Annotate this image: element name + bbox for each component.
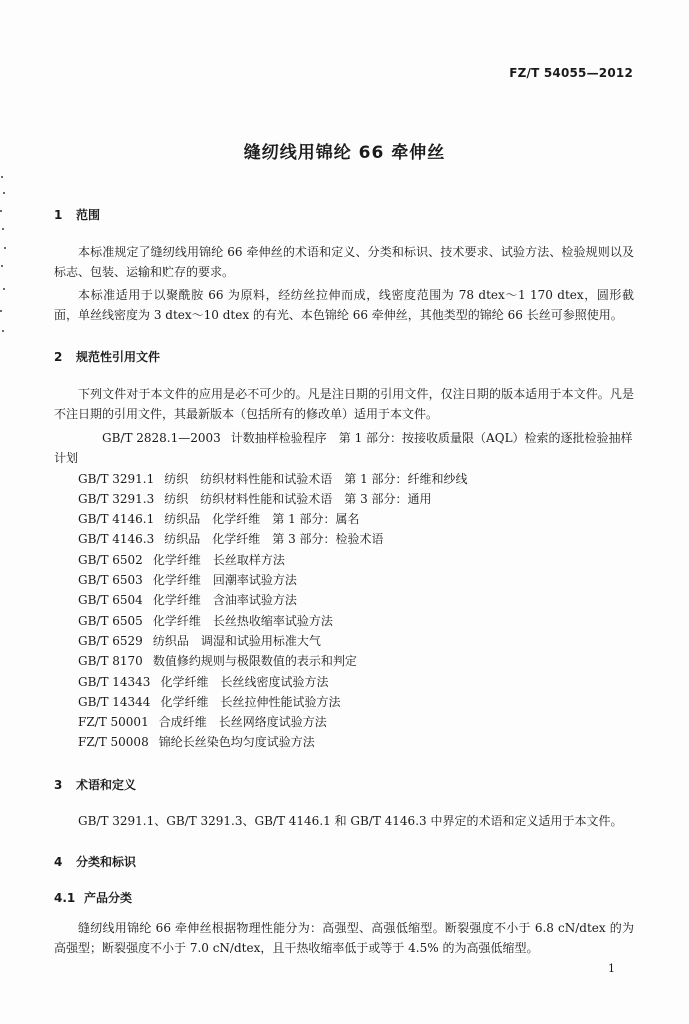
reference-title: 计数抽样检验程序 第 1 部分：按接收质量限（AQL）检索的逐批检验抽样计划 [54, 431, 633, 466]
reference-item [54, 428, 634, 469]
reference-code: GB/T 6502 [78, 552, 143, 567]
section-1-paragraph-2: 本标准适用于以聚酰胺 66 为原料，经纺丝拉伸而成，线密度范围为 78 dtex～1 170 dtex，圆形截面，单丝线密度为 3 dtex～10 dtex 的有光、本色锦纶 66 牵伸丝，其他类型的锦纶 66 长丝可参照使用。 [54, 288, 634, 322]
reference-item [54, 509, 634, 529]
reference-title: 化学纤维 长丝取样方法 [152, 552, 285, 567]
reference-item [54, 529, 634, 549]
reference-item [54, 631, 634, 651]
reference-code: GB/T 4146.1 [78, 512, 155, 527]
page-number: 1 [608, 962, 615, 975]
reference-item [54, 611, 634, 631]
reference-title: 纺织品 化学纤维 第 3 部分：检验术语 [164, 532, 384, 547]
reference-code: GB/T 3291.3 [78, 491, 155, 506]
reference-title: 化学纤维 长丝拉伸性能试验方法 [160, 694, 341, 709]
section-title: 规范性引用文件 [76, 350, 161, 364]
reference-title: 合成纤维 长丝网络度试验方法 [158, 715, 327, 730]
reference-title: 纺织品 调湿和试验用标准大气 [152, 633, 321, 648]
section-title: 分类和标识 [76, 855, 137, 869]
reference-code: GB/T 14344 [78, 694, 151, 709]
section-1-heading [54, 206, 100, 223]
reference-title: 纺织品 化学纤维 第 1 部分：属名 [164, 512, 360, 527]
reference-code: FZ/T 50008 [78, 735, 149, 750]
subsection-number: 4.1 [54, 891, 76, 905]
subsection-4-1-heading [54, 889, 132, 906]
section-1-paragraph-1: 本标准规定了缝纫线用锦纶 66 牵伸丝的术语和定义、分类和标识、技术要求、试验方法、检验规则以及标志、包装、运输和贮存的要求。 [54, 245, 634, 279]
section-title: 术语和定义 [76, 778, 137, 792]
subsection-4-1-paragraph-1: 缝纫线用锦纶 66 牵伸丝根据物理性能分为：高强型、高强低缩型。断裂强度不小于 6.8 cN/dtex 的为高强型；断裂强度不小于 7.0 cN/dtex，且干热收缩率低于或等于 4.5% 的为高强低缩型。 [54, 921, 634, 955]
reference-item [54, 712, 634, 732]
standard-code: FZ/T 54055—2012 [509, 66, 633, 80]
reference-item [54, 570, 634, 590]
reference-code: GB/T 6505 [78, 613, 143, 628]
section-4-heading [54, 853, 136, 870]
section-number: 1 [54, 208, 63, 222]
section-3-paragraph-1: GB/T 3291.1、GB/T 3291.3、GB/T 4146.1 和 GB/T 4146.3 中界定的术语和定义适用于本文件。 [78, 814, 623, 828]
reference-code: GB/T 6529 [78, 633, 143, 648]
section-title: 范围 [76, 208, 101, 222]
reference-title: 数值修约规则与极限数值的表示和判定 [152, 654, 357, 669]
reference-title: 化学纤维 回潮率试验方法 [152, 573, 297, 588]
reference-item [54, 692, 634, 712]
reference-title: 锦纶长丝染色均匀度试验方法 [158, 735, 315, 750]
reference-title: 化学纤维 长丝热收缩率试验方法 [152, 613, 333, 628]
section-2-paragraph-1: 下列文件对于本文件的应用是必不可少的。凡是注日期的引用文件，仅注日期的版本适用于本文件。凡是不注日期的引用文件，其最新版本（包括所有的修改单）适用于本文件。 [54, 387, 634, 421]
section-3-heading [54, 776, 136, 793]
scan-edge-noise [0, 170, 6, 340]
reference-title: 化学纤维 长丝线密度试验方法 [160, 674, 329, 689]
reference-code: GB/T 2828.1—2003 [102, 431, 221, 445]
document-title: 缝纫线用锦纶 66 牵伸丝 [243, 143, 446, 163]
reference-code: GB/T 6503 [78, 573, 143, 588]
reference-code: GB/T 6504 [78, 593, 143, 608]
reference-item [54, 672, 634, 692]
reference-code: GB/T 4146.3 [78, 532, 155, 547]
reference-code: GB/T 14343 [78, 674, 151, 689]
reference-title: 纺织 纺织材料性能和试验术语 第 1 部分：纤维和纱线 [164, 471, 468, 486]
normative-reference-list [54, 428, 634, 753]
reference-item [54, 651, 634, 671]
section-2-heading [54, 348, 160, 365]
section-number: 4 [54, 855, 63, 869]
reference-title: 纺织 纺织材料性能和试验术语 第 3 部分：通用 [164, 491, 432, 506]
reference-item [54, 469, 634, 489]
reference-code: FZ/T 50001 [78, 715, 149, 730]
reference-item [54, 732, 634, 752]
reference-code: GB/T 8170 [78, 654, 143, 669]
reference-title: 化学纤维 含油率试验方法 [152, 593, 297, 608]
section-number: 3 [54, 778, 63, 792]
reference-item [54, 489, 634, 509]
subsection-title: 产品分类 [84, 891, 133, 905]
reference-item [54, 590, 634, 610]
section-number: 2 [54, 350, 63, 364]
reference-code: GB/T 3291.1 [78, 471, 155, 486]
reference-item [54, 550, 634, 570]
